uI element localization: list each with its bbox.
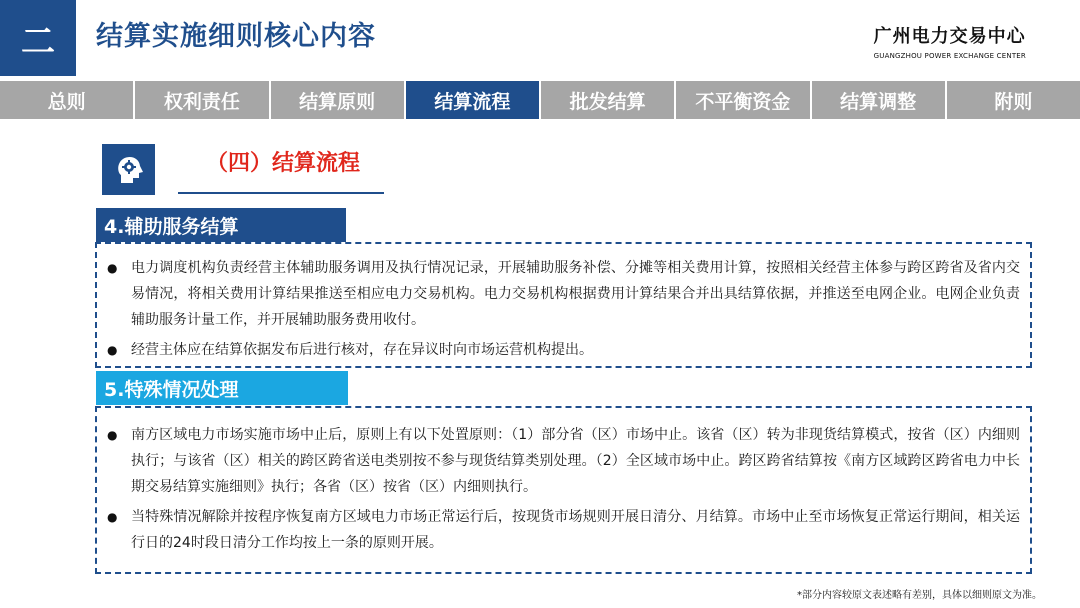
bullet-icon: ● bbox=[107, 510, 118, 524]
tab-settlement-principles[interactable]: 结算原则 bbox=[271, 81, 406, 119]
list-item-text: 经营主体应在结算依据发布后进行核对，存在异议时向市场运营机构提出。 bbox=[131, 342, 593, 358]
section-number-badge: 二 bbox=[0, 0, 76, 76]
bullet-icon: ● bbox=[107, 428, 118, 442]
bullet-icon: ● bbox=[107, 343, 118, 357]
tab-general[interactable]: 总则 bbox=[0, 81, 135, 119]
bullet-icon: ● bbox=[107, 261, 118, 275]
section-nav-bar bbox=[0, 81, 1080, 119]
head-gear-icon bbox=[102, 144, 155, 195]
list-item bbox=[107, 255, 1020, 333]
footnote: *部分内容较原文表述略有差别，具体以细则原文为准。 bbox=[797, 590, 1042, 601]
list-item bbox=[107, 504, 1020, 556]
tab-settlement-adjustment[interactable]: 结算调整 bbox=[812, 81, 947, 119]
tab-wholesale-settlement[interactable]: 批发结算 bbox=[541, 81, 676, 119]
tab-appendix[interactable]: 附则 bbox=[947, 81, 1080, 119]
list-item-text: 南方区域电力市场实施市场中止后，原则上有以下处置原则：（1）部分省（区）市场中止。该省（区）转为非现货结算模式，按省（区）内细则执行；与该省（区）相关的跨区跨省送电类别按不参与现货结算类别处理。（2）全区域市场中止。跨区跨省结算按《南方区域跨区跨省电力中长期交易结算实施细则》执行；各省（区）按省（区）内细则执行。 bbox=[131, 427, 1020, 495]
list-item-text: 电力调度机构负责经营主体辅助服务调用及执行情况记录，开展辅助服务补偿、分摊等相关费用计算，按照相关经营主体参与跨区跨省及省内交易情况，将相关费用计算结果推送至相应电力交易机构。电力交易机构根据费用计算结果合并出具结算依据，并推送至电网企业。电网企业负责辅助服务计量工作，并开展辅助服务费用收付。 bbox=[131, 260, 1020, 328]
subsection-underline bbox=[178, 192, 384, 194]
organization-logo bbox=[874, 22, 1026, 60]
logo-english-name: GUANGZHOU POWER EXCHANGE CENTER bbox=[873, 52, 1026, 60]
subsection-title: （四）结算流程 bbox=[206, 151, 361, 176]
list-item bbox=[107, 337, 1020, 363]
tab-settlement-process[interactable]: 结算流程 bbox=[406, 81, 541, 119]
page-title: 结算实施细则核心内容 bbox=[96, 21, 376, 52]
tab-imbalance-funds[interactable]: 不平衡资金 bbox=[676, 81, 811, 119]
logo-chinese-name: 广州电力交易中心 bbox=[873, 26, 1026, 47]
tab-rights-responsibilities[interactable]: 权利责任 bbox=[135, 81, 270, 119]
block-heading-special-cases: 5.特殊情况处理 bbox=[96, 371, 348, 405]
list-item-text: 当特殊情况解除并按程序恢复南方区域电力市场正常运行后，按现货市场规则开展日清分、月结算。市场中止至市场恢复正常运行期间，相关运行日的24时段日清分工作均按上一条的原则开展。 bbox=[131, 509, 1020, 551]
list-item bbox=[107, 422, 1020, 500]
block-content-special-cases bbox=[95, 406, 1032, 574]
block-heading-ancillary-services: 4.辅助服务结算 bbox=[96, 208, 346, 242]
block-content-ancillary-services bbox=[95, 242, 1032, 368]
